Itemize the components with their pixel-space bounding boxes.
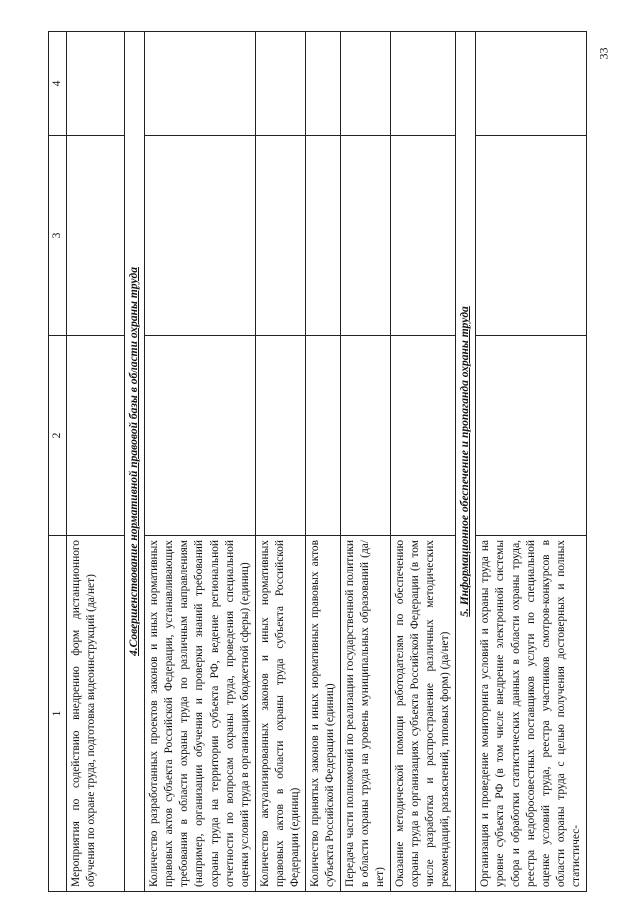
value-cell	[476, 32, 586, 136]
value-cell	[391, 32, 456, 136]
value-cell	[145, 136, 255, 336]
value-cell	[391, 336, 456, 536]
indicator-cell: Мероприятия по содействию внедрению форм дистанционного обучения по охране труда, подготовка видеоинструкций (да/нет)	[67, 536, 125, 892]
value-cell	[340, 136, 390, 336]
table-row	[67, 32, 125, 892]
value-cell	[391, 136, 456, 336]
rotated-table-container	[48, 32, 608, 892]
table-header-row	[49, 32, 67, 892]
indicator-cell: Количество актуализированных законов и иных нормативных правовых актов в области охраны труда субъекта Российской Федерации (единиц)	[255, 536, 305, 892]
page-number: 33	[596, 47, 611, 60]
table-row	[145, 32, 255, 892]
table-row	[476, 32, 586, 892]
value-cell	[476, 136, 586, 336]
header-cell: 3	[49, 136, 67, 336]
value-cell	[67, 136, 125, 336]
value-cell	[476, 336, 586, 536]
section-heading: 5. Информационное обеспечение и пропаганда охраны труда	[456, 32, 476, 892]
value-cell	[255, 136, 305, 336]
indicator-cell: Количество принятых законов и иных нормативных правовых актов субъекта Российской Федерации (единиц)	[305, 536, 340, 892]
header-cell: 1	[49, 536, 67, 892]
table-row	[255, 32, 305, 892]
section-heading-row	[125, 32, 145, 892]
indicator-cell: Организация и проведение мониторинга условий и охраны труда на уровне субъекта РФ (в том числе внедрение электронной системы сбора и обработки статистических данных в области охраны труда, реестра недобросовестных поставщиков услуги по специальной оценке условий труда, реестра участников смотров-конкурсов в области охраны труда с целью получения достоверных и полных статистичес-	[476, 536, 586, 892]
header-cell: 2	[49, 336, 67, 536]
value-cell	[67, 32, 125, 136]
indicators-table	[48, 31, 587, 892]
table-row	[391, 32, 456, 892]
header-cell: 4	[49, 32, 67, 136]
table-row	[340, 32, 390, 892]
value-cell	[145, 336, 255, 536]
indicator-cell: Оказание методической помощи работодателям по обеспечению охраны труда в организациях субъекта Российской Федерации (в том числе разработка и распространение различных методических рекомендаций, разъяснений, типовых форм) (да/нет)	[391, 536, 456, 892]
value-cell	[255, 32, 305, 136]
section-heading: 4.Совершенствование нормативной правовой базы в области охраны труда	[125, 32, 145, 892]
table-row	[305, 32, 340, 892]
value-cell	[305, 136, 340, 336]
rotated-page-area	[48, 32, 608, 892]
value-cell	[305, 336, 340, 536]
value-cell	[340, 336, 390, 536]
value-cell	[255, 336, 305, 536]
indicator-cell: Передача части полномочий по реализации государственной политики в области охраны труда на уровень муниципальных образований (да/нет)	[340, 536, 390, 892]
value-cell	[145, 32, 255, 136]
value-cell	[305, 32, 340, 136]
value-cell	[340, 32, 390, 136]
value-cell	[67, 336, 125, 536]
indicator-cell: Количество разработанных проектов законов и иных нормативных правовых актов субъекта Российской Федерации, устанавливающих требования в области охраны труда по различным направлениям (например, организации обучения и проверки знаний требований охраны труда на территории субъекта РФ, ведение региональной отчетности по вопросам охраны труда, проведения специальной оценки условий труда в организациях бюджетной сферы) (единиц)	[145, 536, 255, 892]
section-heading-row	[456, 32, 476, 892]
